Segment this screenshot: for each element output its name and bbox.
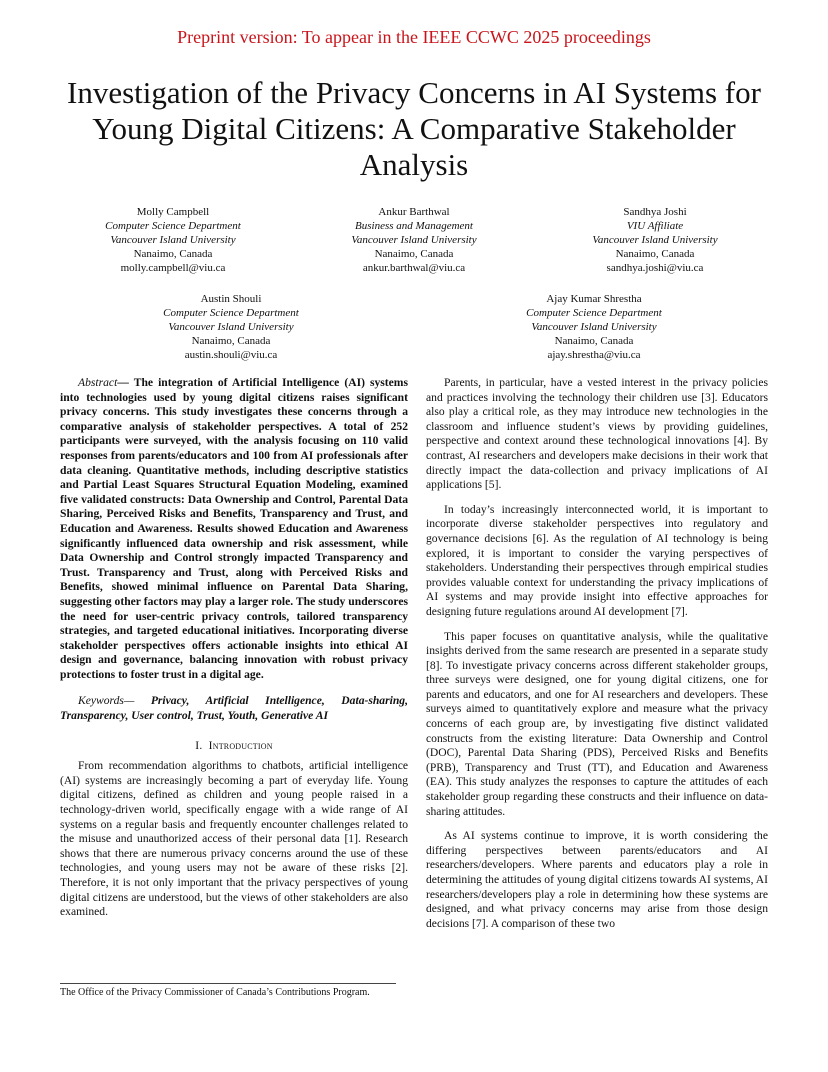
author-city: Nanaimo, Canada xyxy=(133,248,213,260)
intro-paragraph-4: This paper focuses on quantitative analysis, while the qualitative insights derived from the same research are presented in a separate study [8]. To investigate privacy concerns across different stakeholder groups, three surveys were designed, one for young digital citizens, one for parents and educators, and one for AI researchers and developers. These surveys aimed to quantitatively explore and measure what the privacy concerns of each group are, by investigating five distinct validated constructs from the existing literature: Data Ownership and Control (DOC), Parental Data Sharing (PDS), Perceived Risks and Benefits (PRB), Transparency and Trust (TT), and Education and Awareness (EA). This study analyzes the responses to capture the attitudes of each stakeholder group regarding these constructs and their influence on data-sharing attitudes. xyxy=(426,629,768,818)
author-univ: Vancouver Island University xyxy=(110,234,236,246)
author-city: Nanaimo, Canada xyxy=(615,248,695,260)
keywords-text: Privacy, Artificial Intelligence, Data-sharing, Transparency, User control, Trust, Youth, Generative AI xyxy=(60,694,408,723)
author-email: ankur.barthwal@viu.ca xyxy=(362,262,466,274)
keywords xyxy=(60,694,408,723)
section-number: I. xyxy=(195,738,203,752)
footnote-divider xyxy=(60,983,396,984)
section-title: Introduction xyxy=(208,738,273,752)
author-city: Nanaimo, Canada xyxy=(374,248,454,260)
author-dept: VIU Affiliate xyxy=(626,220,684,232)
author-name: Austin Shouli xyxy=(200,293,262,305)
author-block xyxy=(321,205,507,275)
abstract xyxy=(60,376,408,682)
left-column xyxy=(60,376,408,930)
preprint-banner: Preprint version: To appear in the IEEE CCWC 2025 proceedings xyxy=(177,27,651,47)
section-heading xyxy=(60,739,408,754)
abstract-label: Abstract xyxy=(78,376,118,389)
author-univ: Vancouver Island University xyxy=(168,321,294,333)
abstract-dash: — xyxy=(117,376,134,389)
author-name: Ajay Kumar Shrestha xyxy=(546,293,642,305)
intro-paragraph-5: As AI systems continue to improve, it is worth considering the differing perspectives between parents/educators and AI researchers/developers. Where parents and educators play a role in determining the attitudes of young digital citizens towards AI systems, AI researchers/developers play a role in determining how these systems are designed, and what privacy concerns may arise from those design decisions [7]. A comparison of these two xyxy=(426,829,768,930)
abstract-text: The integration of Artificial Intelligence (AI) systems into technologies used by young digital citizens raises significant privacy concerns. This study investigates these concerns through a comparative analysis of stakeholder perspectives. A total of 252 participants were surveyed, with the analysis focusing on 110 valid responses from parents/educators and 100 from AI professionals after data cleaning. Quantitative methods, including descriptive statistics and Partial Least Squares Structural Equation Modeling, examined five validated constructs: Data Ownership and Control, Parental Data Sharing, Perceived Risks and Benefits, Transparency and Trust, and Education and Awareness. Results showed Education and Awareness significantly influenced data ownership and risk assessment, while Data Ownership and Control strongly impacted Transparency and Trust. Transparency and Trust, along with Perceived Risks and Benefits, showed minimal influence on Parental Data Sharing, suggesting other factors may play a larger role. The study underscores the need for user-centric privacy controls, tailored transparency strategies, and targeted educational initiatives. Incorporating diverse stakeholder perspectives offers actionable insights into ethical AI design and governance, balancing innovation with robust privacy protections to foster trust in a digital age. xyxy=(60,376,408,681)
author-block xyxy=(138,292,324,362)
author-city: Nanaimo, Canada xyxy=(554,335,634,347)
intro-paragraph-2: Parents, in particular, have a vested interest in the privacy policies and practices involving the technology their children use [3]. Educators also play a critical role, as they may introduce new technologies in the classroom and influence student’s views by providing guidelines, perspective and context around these technological innovations [4]. By contrast, AI researchers and developers make decisions in their work that directly impact the data-collection and privacy implications of AI applications [5]. xyxy=(426,376,768,492)
author-univ: Vancouver Island University xyxy=(592,234,718,246)
footnote: The Office of the Privacy Commissioner of Canada’s Contributions Program. xyxy=(60,987,370,998)
intro-paragraph-3: In today’s increasingly interconnected world, it is important to incorporate diverse stakeholder perspectives into regulatory and governance decisions [6]. As the regulation of AI technology is being explored, it is important to consider the varying perspectives of stakeholders. Understanding their perspectives through empirical studies provides valuable context for understanding the privacy implications of AI systems and may provide insight into effective approaches for designing future regulations around AI development [7]. xyxy=(426,502,768,618)
intro-paragraph-1: From recommendation algorithms to chatbots, artificial intelligence (AI) systems are increasingly becoming a part of everyday life. Young digital citizens, defined as children and young people raised in a technology-driven world, specifically engage with a wide range of AI systems on a regular basis and frequently encounter challenges related to the misuse and unauthorized access of their personal data [1]. Research shows that there are numerous privacy concerns around the use of these technologies, and young users may not be aware of these risks [2]. Therefore, it is not only important that the privacy perspectives of young digital citizens are understood, but the views of other stakeholders are also examined. xyxy=(60,759,408,919)
author-name: Molly Campbell xyxy=(136,206,210,218)
author-dept: Computer Science Department xyxy=(105,220,241,232)
author-email: austin.shouli@viu.ca xyxy=(184,349,278,361)
author-univ: Vancouver Island University xyxy=(351,234,477,246)
author-email: ajay.shrestha@viu.ca xyxy=(547,349,641,361)
author-block xyxy=(562,205,748,275)
author-name: Sandhya Joshi xyxy=(623,206,687,218)
keywords-dash: — xyxy=(123,694,151,708)
author-block xyxy=(80,205,266,275)
author-email: molly.campbell@viu.ca xyxy=(120,262,226,274)
author-dept: Computer Science Department xyxy=(163,307,299,319)
author-dept: Business and Management xyxy=(355,220,473,232)
keywords-label: Keywords xyxy=(78,694,124,708)
right-column xyxy=(426,376,768,941)
author-email: sandhya.joshi@viu.ca xyxy=(606,262,704,274)
author-dept: Computer Science Department xyxy=(526,307,662,319)
paper-title: Investigation of the Privacy Concerns in AI Systems for Young Digital Citizens: A Comparative Stakeholder Analysis xyxy=(67,75,761,182)
author-univ: Vancouver Island University xyxy=(531,321,657,333)
author-block xyxy=(501,292,687,362)
author-name: Ankur Barthwal xyxy=(378,206,450,218)
author-city: Nanaimo, Canada xyxy=(191,335,271,347)
